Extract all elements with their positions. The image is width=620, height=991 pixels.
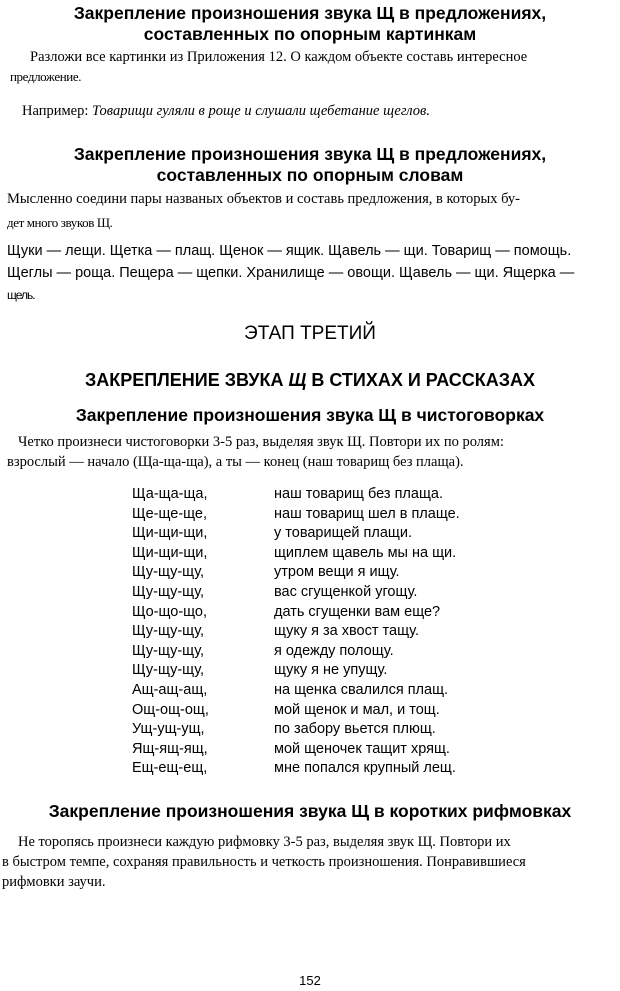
section2-title-line1: Закрепление произношения звука Щ в предложениях, [73,144,547,164]
verse-row [0,562,620,582]
verse-end: у товарищей плащи. [274,525,412,542]
section2-paragraph-line1: Мысленно соедини пары названых объектов и составь предложения, в которых бу- [7,191,521,207]
verse-end: на щенка свалился плащ. [274,682,449,698]
section2-paragraph-line2: дет много звуков Щ. [7,215,113,230]
verse-row [0,758,620,778]
verse-start: Щу-щу-щу, [132,623,205,640]
verse-start: Ощ-ощ-ощ, [132,701,209,718]
verse-start: Ущ-ущ-ущ, [132,721,205,738]
section2-pairs-line1: Щуки — лещи. Щетка — плащ. Щенок — ящик. Щавель — щи. Товарищ — помощь. [7,243,572,259]
section2-pairs-line3: щель. [7,288,35,302]
verse-row [0,523,620,543]
section2-title-line2: составленных по опорным словам [156,165,464,185]
section1-title-line2: составленных по опорным картинкам [143,24,477,44]
verse-start: Щу-щу-щу, [132,642,205,659]
stage-heading-part1: ЗАКРЕПЛЕНИЕ ЗВУКА [84,370,289,390]
verse-end: я одежду полощу. [274,642,394,659]
verse-row [0,621,620,641]
verse-end: щуку я не упущу. [274,662,388,679]
verse-end: по забору вьется плющ. [274,721,436,738]
verse-row [0,484,620,504]
verse-start: Щи-щи-щи, [132,544,208,561]
verse-start: Ща-ща-ща, [132,486,208,502]
stage-title: ЭТАП ТРЕТИЙ [244,323,376,344]
example-text: Товарищи гуляли в роще и слушали щебетание щеглов. [92,103,430,119]
verse-row [0,719,620,739]
stage-heading [0,370,620,391]
section1-paragraph-line1: Разложи все картинки из Приложения 12. О каждом объекте составь интересное [30,49,528,65]
section4-paragraph-line1: Не торопясь произнеси каждую рифмовку 3-5 раз, выделяя звук Щ. Повтори их [18,834,511,850]
section1-paragraph-line2: предложение. [10,69,82,84]
verse-start: Ащ-ащ-ащ, [132,682,208,698]
section3-paragraph-line2: взрослый — начало (Ща-ща-ща), а ты — конец (наш товарищ без плаща). [7,454,464,470]
stage-heading-letter: Щ [288,370,307,390]
section1-title-line1: Закрепление произношения звука Щ в предложениях, [73,3,547,23]
verse-start: Ящ-ящ-ящ, [132,740,208,757]
page-number: 152 [299,973,321,988]
section4-paragraph-line2: в быстром темпе, сохраняя правильность и четкость произношения. Понравившиеся [2,854,526,870]
verse-end: дать сгущенки вам еще? [274,603,441,620]
verse-end: вас сгущенкой угощу. [274,584,418,600]
verse-start: Ще-ще-ще, [132,505,208,522]
verse-row [0,582,620,602]
verse-end: мне попался крупный лещ. [274,760,456,777]
verse-end: наш товарищ шел в плаще. [274,505,460,522]
verse-row [0,602,620,622]
verse-end: наш товарищ без плаща. [274,486,443,502]
verse-row [0,739,620,759]
verse-row [0,680,620,700]
section1-example [22,101,430,122]
verse-end: мой щенок и мал, и тощ. [274,701,440,718]
verse-start: Щу-щу-щу, [132,662,205,679]
verse-row [0,543,620,563]
verse-start: Щу-щу-щу, [132,564,205,581]
verse-row [0,641,620,661]
verse-start: Щи-щи-щи, [132,525,208,542]
section3-title: Закрепление произношения звука Щ в чистоговорках [75,405,545,425]
verse-end: щуку я за хвост тащу. [274,623,419,640]
verse-end: утром вещи я ищу. [274,564,400,581]
verse-start: Що-що-що, [132,603,208,620]
section4-paragraph-line3: рифмовки заучи. [2,874,106,890]
section2-pairs-line2: Щеглы — роща. Пещера — щепки. Хранилище — овощи. Щавель — щи. Ящерка — [7,265,575,281]
example-label: Например: [22,103,89,119]
verse-end: мой щеночек тащит хрящ. [274,740,450,757]
verse-row [0,660,620,680]
verse-row [0,504,620,524]
verse-start: Щу-щу-щу, [132,584,205,600]
section4-title: Закрепление произношения звука Щ в коротких рифмовках [48,801,572,821]
verse-start: Ещ-ещ-ещ, [132,760,208,777]
verse-end: щиплем щавель мы на щи. [274,544,457,561]
verse-row [0,700,620,720]
stage-heading-part2: В СТИХАХ И РАССКАЗАХ [306,370,536,390]
section3-paragraph-line1: Четко произнеси чистоговорки 3-5 раз, выделяя звук Щ. Повтори их по ролям: [18,434,504,450]
